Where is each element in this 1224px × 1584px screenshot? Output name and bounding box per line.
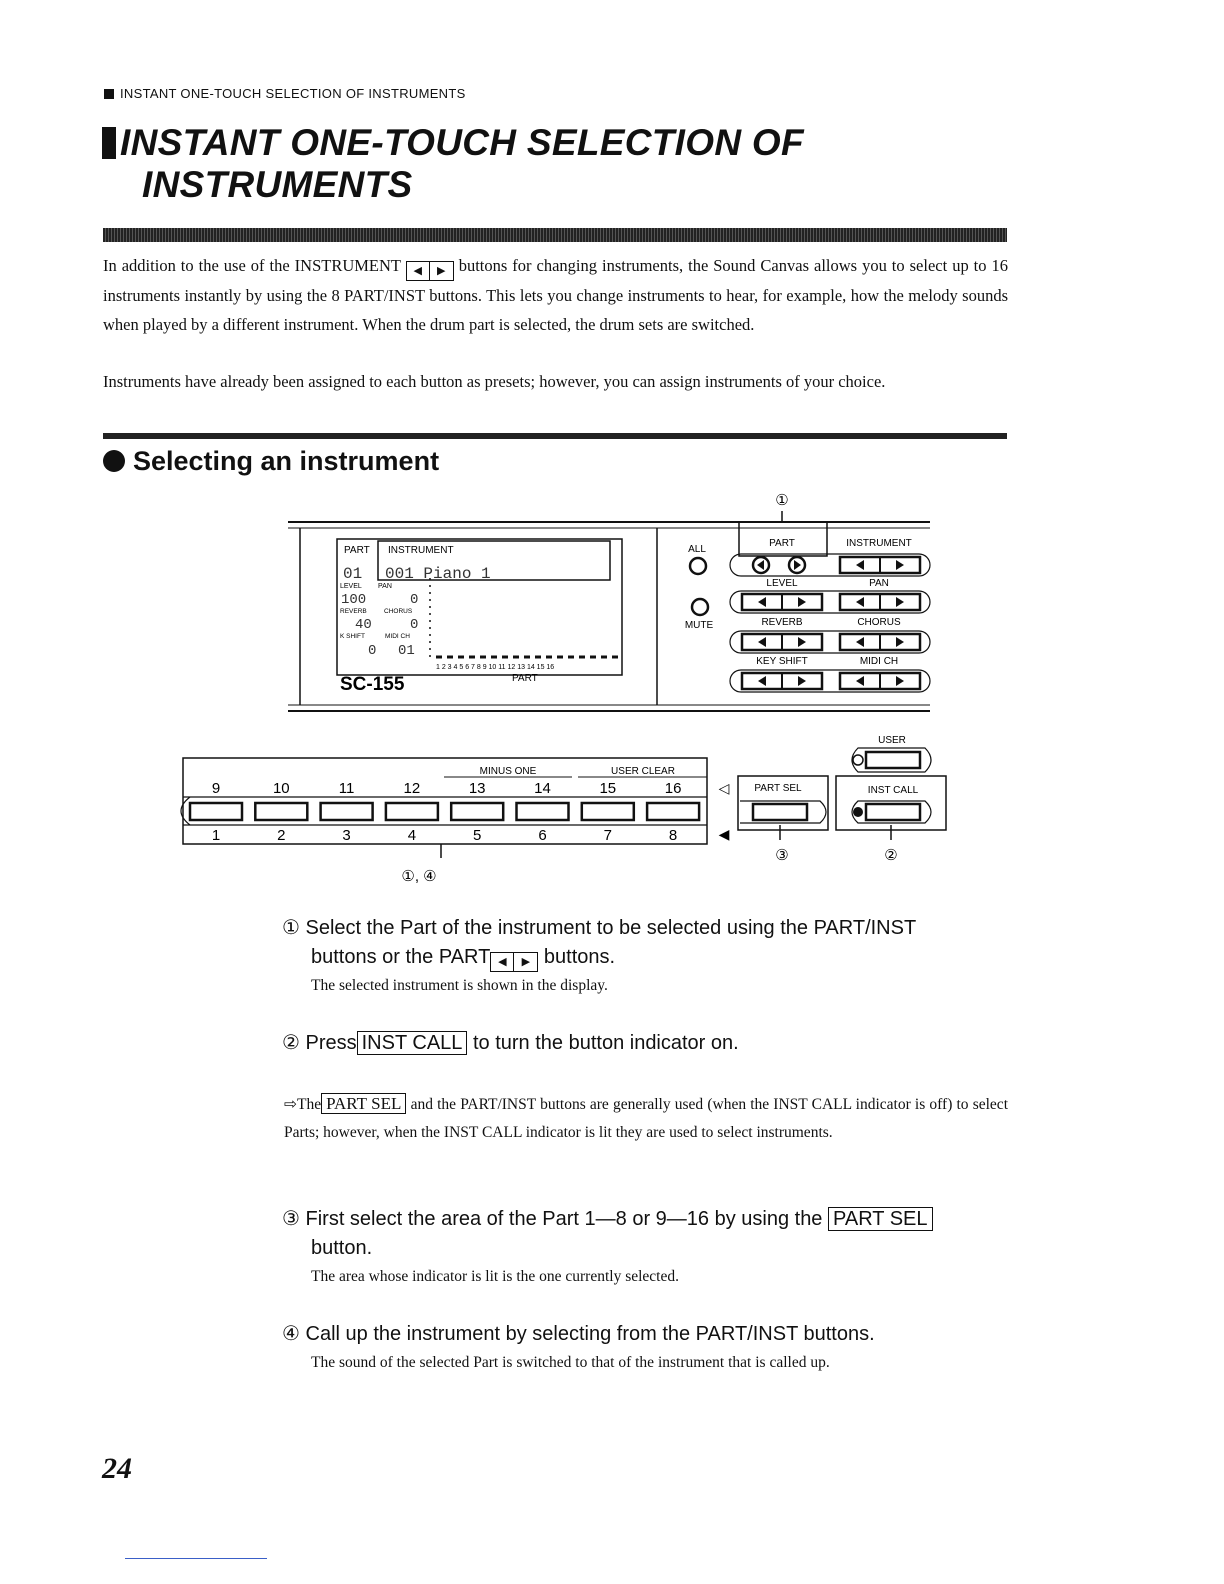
lcd-part-caption: PART <box>512 673 538 684</box>
title-bar-icon <box>102 127 116 159</box>
part-number-upper: 9 <box>211 780 221 797</box>
lcd-keyshift-label: K SHIFT <box>340 633 365 640</box>
callout-2: ② <box>884 847 898 864</box>
step-number: ① <box>282 917 300 939</box>
part-inst-button-3 <box>321 803 373 820</box>
minus-one-label: MINUS ONE <box>479 766 537 777</box>
part-number-upper: 10 <box>272 780 290 797</box>
lcd-instrument-label: INSTRUMENT <box>388 545 454 556</box>
intro-paragraph-2: Instruments have already been assigned to each button as presets; however, you can assign instruments of your choice. <box>103 372 886 391</box>
keyshift-label: KEY SHIFT <box>756 656 808 667</box>
inst-call-indicator <box>853 807 863 817</box>
step-note: The area whose indicator is lit is the one currently selected. <box>311 1268 679 1285</box>
mute-label: MUTE <box>684 620 714 631</box>
step-number: ④ <box>282 1323 300 1345</box>
lcd-instrument-value: 001 Piano 1 <box>385 565 491 583</box>
part-number-lower: 1 <box>211 827 221 844</box>
lcd-part-value: 01 <box>343 565 363 583</box>
inst-call-button <box>866 804 920 820</box>
lcd-level-value: 100 <box>341 592 367 608</box>
running-header <box>104 86 466 101</box>
part-inst-button-7 <box>582 803 634 820</box>
part-sel-key: PART SEL <box>828 1207 933 1231</box>
lower-row-indicator-icon: ◀ <box>718 826 730 842</box>
page-number: 24 <box>102 1452 132 1485</box>
all-button <box>690 558 706 574</box>
inst-call-key: INST CALL <box>357 1031 468 1055</box>
step-1: ① Select the Part of the instrument to be selected using the PART/INST buttons or the PART ◀ ▶ buttons. The selected instrument is shown in the display. <box>282 914 1012 1000</box>
lcd-part-label: PART <box>344 545 370 556</box>
part-number-lower: 3 <box>342 827 351 844</box>
part-inst-button-4 <box>386 803 438 820</box>
part-sel-key: PART SEL <box>321 1093 406 1114</box>
lcd-pan-label: PAN <box>378 583 392 590</box>
part-number-upper: 13 <box>468 780 486 797</box>
user-clear-label: USER CLEAR <box>611 766 675 777</box>
part-number-upper: 12 <box>403 780 421 797</box>
intro-paragraph-1: In addition to the use of the INSTRUMENT ◀ ▶ buttons for changing instruments, the Sound Canvas allows you to select up to 16 instruments instantly by using the 8 PART/INST buttons. This lets you change instruments to hear, for example, how the melody sounds when played by a different instrument. When the drum part is selected, the drum sets are switched. <box>103 256 1009 334</box>
inst-call-label: INST CALL <box>867 785 919 796</box>
level-label: LEVEL <box>766 578 798 589</box>
divider-mid <box>103 433 1007 439</box>
part-inst-button-2 <box>255 803 307 820</box>
square-bullet-icon <box>104 89 114 99</box>
part-inst-button-1 <box>190 803 242 820</box>
chorus-label: CHORUS <box>857 617 901 628</box>
part-sel-button <box>753 804 807 820</box>
pan-label: PAN <box>869 578 889 589</box>
step-note: The sound of the selected Part is switched to that of the instrument that is called up. <box>311 1354 830 1371</box>
part-number-lower: 8 <box>668 827 678 844</box>
step-note: The selected instrument is shown in the display. <box>311 977 608 994</box>
midich-label: MIDI CH <box>859 656 899 667</box>
bullet-icon <box>103 450 125 472</box>
part-number-upper: 16 <box>664 780 682 797</box>
part-number-upper: 14 <box>534 780 551 797</box>
callout-top: ① <box>775 492 789 509</box>
step-2: ② Press INST CALL to turn the button indicator on. <box>282 1032 739 1054</box>
part-number-lower: 6 <box>538 827 547 844</box>
lcd-level-label: LEVEL <box>340 583 362 590</box>
user-label: USER <box>878 735 906 746</box>
all-label: ALL <box>688 544 706 555</box>
lcd-pan-value: 0 <box>410 592 419 608</box>
section-heading: Selecting an instrument <box>103 446 439 477</box>
part-number-lower: 7 <box>603 827 612 844</box>
part-number-upper: 11 <box>338 780 355 797</box>
lcd-chorus-label: CHORUS <box>384 608 413 615</box>
right-arrow-key-icon: ▶ <box>514 952 538 972</box>
lcd-meter-numbers: 1 2 3 4 5 6 7 8 9 10 11 12 13 14 15 16 <box>436 664 555 671</box>
page-title <box>102 122 804 206</box>
left-arrow-key-icon: ◀ <box>490 952 514 972</box>
part-number-lower: 2 <box>277 827 286 844</box>
callout-1-4: ①, ④ <box>401 868 437 885</box>
part-inst-button-6 <box>517 803 569 820</box>
lcd-reverb-label: REVERB <box>340 608 367 615</box>
part-number-lower: 4 <box>407 827 417 844</box>
lcd-chorus-value: 0 <box>410 617 419 633</box>
lcd-reverb-value: 40 <box>355 617 372 633</box>
model-logo: SC-155 <box>340 674 405 695</box>
step-number: ② <box>282 1032 300 1054</box>
footer-line <box>125 1558 267 1559</box>
part-number-lower: 5 <box>473 827 482 844</box>
callout-3: ③ <box>775 847 789 864</box>
step-number: ③ <box>282 1208 300 1230</box>
part-inst-buttons <box>190 780 699 844</box>
right-arrow-key-icon: ▶ <box>430 261 454 281</box>
part-number-upper: 15 <box>599 780 617 797</box>
title-line-1: INSTANT ONE-TOUCH SELECTION OF <box>120 122 804 163</box>
running-title: INSTANT ONE-TOUCH SELECTION OF INSTRUMENTS <box>120 86 466 101</box>
reverb-label: REVERB <box>761 617 803 628</box>
mute-button <box>692 599 708 615</box>
lcd-midich-label: MIDI CH <box>385 633 410 640</box>
part-label: PART <box>769 538 795 549</box>
user-indicator <box>853 755 863 765</box>
front-panel-diagram <box>0 480 1224 900</box>
lcd-midich-value: 01 <box>398 643 415 659</box>
part-sel-label: PART SEL <box>754 783 802 794</box>
user-button <box>866 752 920 768</box>
step-3: ③ First select the area of the Part 1—8 or 9—16 by using the PART SEL button. The area whose indicator is lit is the one currently selected. <box>282 1205 1012 1291</box>
part-inst-button-8 <box>647 803 699 820</box>
step-4: ④ Call up the instrument by selecting from the PART/INST buttons. The sound of the selected Part is switched to that of the instrument that is called up. <box>282 1320 1012 1377</box>
lcd-keyshift-value: 0 <box>368 643 377 659</box>
instrument-label: INSTRUMENT <box>846 538 912 549</box>
divider-thick <box>103 228 1007 242</box>
left-arrow-key-icon: ◀ <box>406 261 430 281</box>
upper-row-indicator-icon: ◁ <box>718 780 730 796</box>
title-line-2: INSTRUMENTS <box>142 164 413 205</box>
part-inst-button-5 <box>451 803 503 820</box>
tip-note: ⇨The PART SEL and the PART/INST buttons are generally used (when the INST CALL indicator is off) to select Parts; however, when the INST CALL indicator is lit they are used to select instruments. <box>284 1094 1008 1141</box>
